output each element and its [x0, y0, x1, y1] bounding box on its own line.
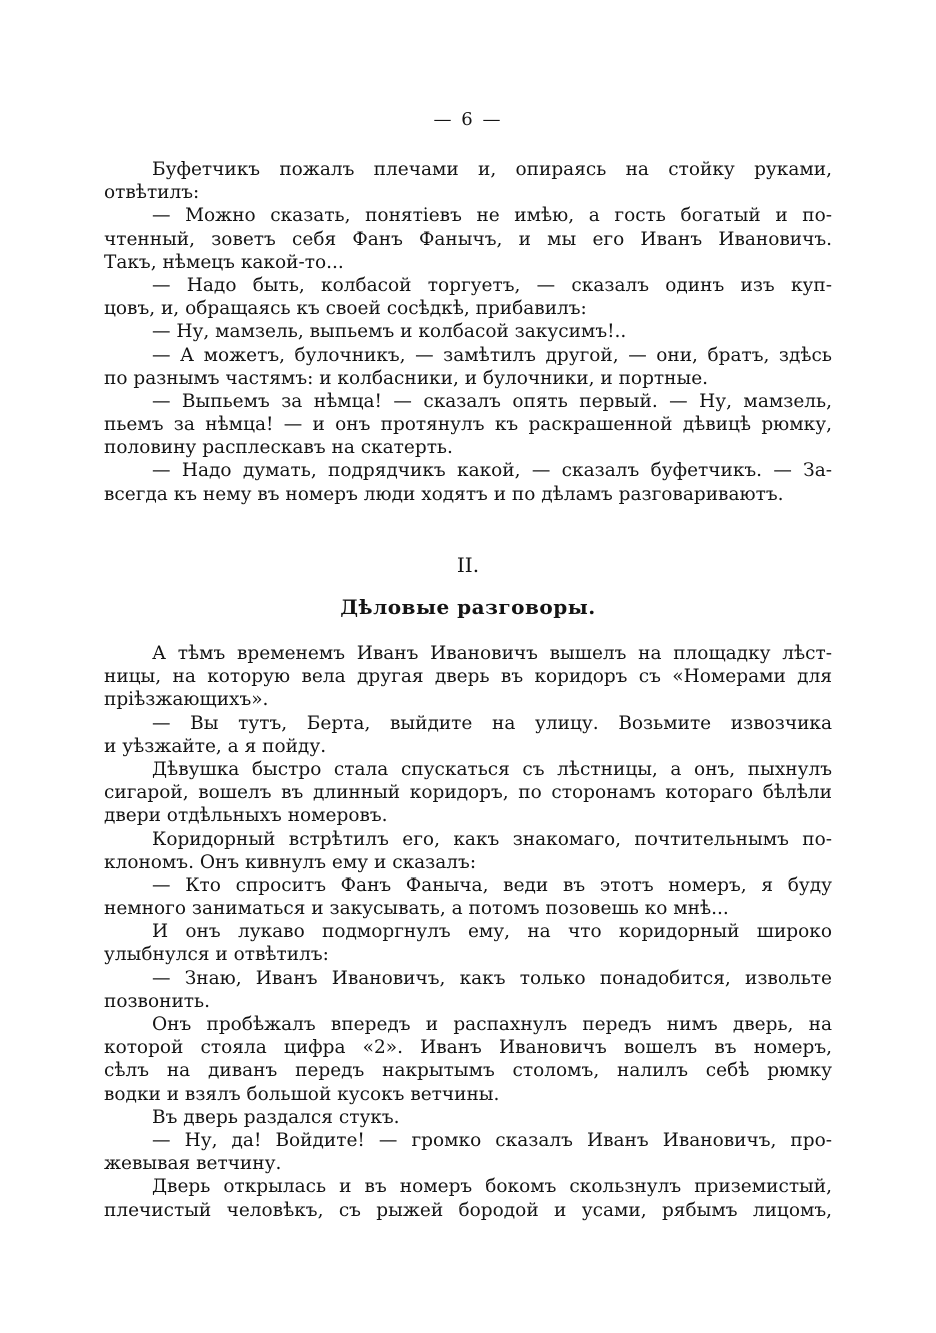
- text-line: Дверь открылась и въ номеръ бокомъ скользнулъ приземистый,: [152, 1176, 832, 1198]
- text-block-chapter-1-end: [104, 158, 832, 506]
- text-line: Онъ пробѣжалъ впередъ и распахнулъ передъ нимъ дверь, на: [152, 1014, 832, 1035]
- text-line: всегда къ нему въ номеръ люди ходятъ и по дѣламъ разговариваютъ.: [104, 483, 784, 505]
- text-line: водки и взялъ большой кусокъ ветчины.: [104, 1083, 500, 1105]
- text-line: пьемъ за нѣмца! — и онъ протянулъ къ раскрашенной дѣвицѣ рюмку,: [104, 414, 832, 436]
- text-line: чтенный, зоветъ себя Фанъ Фанычъ, и мы его Иванъ Ивановичъ.: [104, 228, 832, 250]
- text-line: — Ну, мамзель, выпьемъ и колбасой закусимъ!..: [152, 321, 627, 343]
- text-line: Коридорный встрѣтилъ его, какъ знакомаго, почтительнымъ по-: [152, 828, 832, 850]
- text-line: Такъ, нѣмецъ какой-то...: [104, 251, 344, 273]
- text-line: позвонить.: [104, 990, 210, 1012]
- text-line: и уѣзжайте, а я пойду.: [104, 735, 327, 757]
- text-line: цовъ, и, обращаясь къ своей сосѣдкѣ, прибавилъ:: [104, 298, 587, 320]
- text-line: немного заниматься и закусывать, а потомъ позовешь ко мнѣ...: [104, 898, 729, 920]
- text-line: — Надо быть, колбасой торгуетъ, — сказалъ одинъ изъ куп-: [152, 274, 832, 296]
- chapter-title: Дѣловые разговоры.: [340, 595, 596, 619]
- text-line: пріѣзжающихъ».: [104, 689, 269, 711]
- text-line: улыбнулся и отвѣтилъ:: [104, 944, 329, 966]
- text-line: — Кто спроситъ Фанъ Фаныча, веди въ этотъ номеръ, я буду: [152, 874, 832, 896]
- text-line: сигарой, вошелъ въ длинный коридоръ, по сторонамъ котораго бѣлѣли: [104, 782, 832, 804]
- text-line: сѣлъ на диванъ передъ накрытымъ столомъ, налилъ себѣ рюмку: [104, 1060, 832, 1082]
- page-number: — 6 —: [433, 109, 503, 130]
- text-line: половину расплескавъ на скатерть.: [104, 437, 453, 459]
- text-line: — Вы тутъ, Берта, выйдите на улицу. Возьмите извозчика: [152, 712, 832, 734]
- text-line: — Надо думать, подрядчикъ какой, — сказалъ буфетчикъ. — За-: [152, 460, 832, 482]
- text-line: — Можно сказать, понятіевъ не имѣю, а гость богатый и по-: [152, 205, 832, 227]
- text-line: — Ну, да! Войдите! — громко сказалъ Иванъ Ивановичъ, про-: [152, 1129, 832, 1151]
- text-line: по разнымъ частямъ: и колбасники, и булочники, и портные.: [104, 367, 709, 389]
- text-line: отвѣтилъ:: [104, 182, 200, 204]
- text-line: жевывая ветчину.: [104, 1153, 282, 1175]
- text-line: клономъ. Онъ кивнулъ ему и сказалъ:: [104, 851, 477, 873]
- text-line: А тѣмъ временемъ Иванъ Ивановичъ вышелъ на площадку лѣст-: [152, 643, 832, 664]
- text-line: Буфетчикъ пожалъ плечами и, опираясь на стойку руками,: [152, 159, 832, 180]
- text-line: двери отдѣльныхъ номеровъ.: [104, 805, 388, 827]
- text-line: плечистый человѣкъ, съ рыжей бородой и усами, рябымъ лицомъ,: [104, 1199, 832, 1221]
- text-line: Дѣвушка быстро стала спускаться съ лѣстницы, а онъ, пыхнулъ: [152, 758, 832, 780]
- text-block-chapter-2: [104, 642, 832, 1222]
- chapter-number: II.: [456, 553, 480, 577]
- text-line: — Знаю, Иванъ Ивановичъ, какъ только понадобится, извольте: [152, 967, 832, 989]
- text-line: ницы, на которую вела другая дверь въ коридоръ съ «Номерами для: [104, 666, 832, 688]
- text-line: Въ дверь раздался стукъ.: [152, 1106, 400, 1128]
- text-line: — Выпьемъ за нѣмца! — сказалъ опять первый. — Ну, мамзель,: [152, 390, 832, 412]
- text-line: И онъ лукаво подморгнулъ ему, на что коридорный широко: [152, 921, 832, 943]
- text-line: которой стояла цифра «2». Иванъ Ивановичъ вошелъ въ номеръ,: [104, 1037, 832, 1059]
- text-line: — А можетъ, булочникъ, — замѣтилъ другой, — они, братъ, здѣсь: [152, 344, 832, 366]
